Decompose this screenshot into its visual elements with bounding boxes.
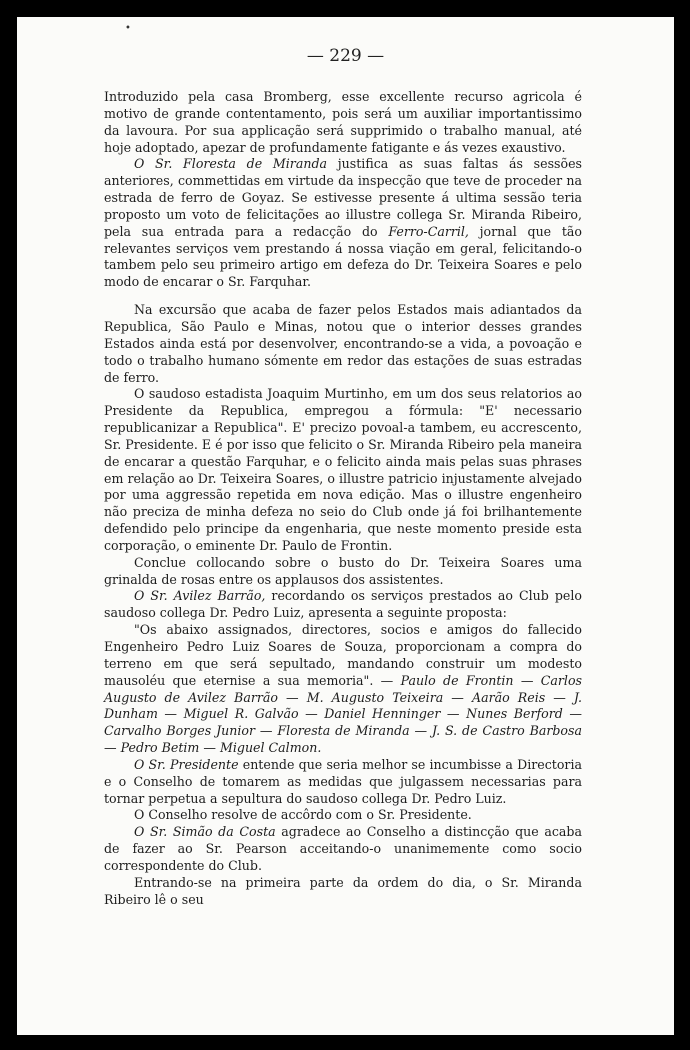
paragraph-murtinho [104,386,582,554]
paragraph-presidente [104,757,582,808]
paragraph-proposta [104,622,582,757]
paragraph-text: agradece ao Conselho a distincção que acaba de fazer ao Sr. Pearson acceitando-o unanimemente como socio correspondente do Club. [104,824,582,873]
paragraph-text: entende que seria melhor se incumbisse a Directoria e o Conselho de tomarem as medidas que julgassem necessarias para tornar perpetua a sepultura do saudoso collega Dr. Pedro Luiz. [104,756,582,806]
paragraph-text: jornal que tão relevantes serviços vem prestando á nossa viação em geral, felicitando-o tambem pelo seu primeiro artigo em defeza do Dr. Teixeira Soares e pelo modo de encarar o Sr. Farquhar. [104,223,582,290]
paragraph-text: Entrando-se na primeira parte da ordem do dia, o Sr. Miranda Ribeiro lê o seu [104,874,582,907]
paragraph-text: O Conselho resolve de accôrdo com o Sr. Presidente. [134,807,472,823]
paragraph-floresta-de-miranda [104,156,582,291]
paragraph-text: Na excursão que acaba de fazer pelos Estados mais adiantados da Republica, São Paulo e Minas, notou que o interior desses grandes Estados ainda está por desenvolver, encontrando-se a vida, a povoação e todo o trabalho humano sómente em redor das estações de suas estradas de ferro. [104,302,582,385]
paragraph-simao-da-costa [104,824,582,875]
journal-name: Ferro-Carril, [388,223,469,239]
page-number: — 229 — [306,46,385,66]
signatories-list: Paulo de Frontin — Carlos Augusto de Avilez Barrão — M. Augusto Teixeira — Aarão Reis — J. Dunham — Miguel R. Galvão — Daniel Henninger — Nunes Berford — Carvalho Borges Junior — Floresta de Miranda — J. S. de Castro Barbosa — Pedro Betim — Miguel Calmon. [104,672,582,756]
paragraph-ordem-do-dia [104,875,582,909]
page-body [104,89,582,909]
speck-mark: • [125,23,131,34]
speaker-name: O Sr. Floresta de Miranda [134,156,328,172]
paragraph-introduzido [104,89,582,156]
paragraph-text: O saudoso estadista Joaquim Murtinho, em um dos seus relatorios ao Presidente da Republica, empregou a fórmula: "E' necessario republicanizar a Republica". E' precizo povoal-a tambem, eu accrescento, Sr. Presidente. E é por isso que felicito o Sr. Miranda Ribeiro pela maneira de encarar a questão Farquhar, e o felicito ainda mais pelas suas phrases em relação ao Dr. Teixeira Soares, o illustre patricio injustamente alvejado por uma aggressão repetida em nova edição. Mas o illustre engenheiro não preciza de minha defeza no seio do Club onde já foi brilhantemente defendido pelo principe da engenharia, que neste momento preside esta corporação, o eminente Dr. Paulo de Frontin. [104,386,582,553]
paragraph-text: Conclue collocando sobre o busto do Dr. Teixeira Soares uma grinalda de rosas entre os applausos dos assistentes. [104,554,582,587]
paragraph-conclue [104,555,582,589]
paragraph-excursao [104,302,582,386]
speaker-name: O Sr. Avilez Barrão, [134,588,266,604]
speaker-name: O Sr. Presidente [134,756,239,772]
document-page [17,17,674,1035]
speaker-name: O Sr. Simão da Costa [134,824,276,840]
paragraph-conselho-resolve [104,807,582,824]
paragraph-text: Introduzido pela casa Bromberg, esse excellente recurso agricola é motivo de grande contentamento, pois será um auxiliar importantissimo da lavoura. Por sua applicação será supprimido o trabalho manual, até hoje adoptado, apezar de profundamente fatigante e ás vezes exaustivo. [104,89,582,155]
paragraph-text: recordando os serviços prestados ao Club pelo saudoso collega Dr. Pedro Luiz, apresenta a seguinte proposta: [104,588,582,621]
paragraph-text: justifica as suas faltas ás sessões anteriores, commettidas em virtude da inspecção que teve de proceder na estrada de ferro de Goyaz. Se estivesse presente á ultima sessão teria proposto um voto de felicitações ao illustre collega Sr. Miranda Ribeiro, pela sua entrada para a redacção do [104,156,583,239]
proposal-text: "Os abaixo assignados, directores, socios e amigos do fallecido Engenheiro Pedro Luiz Soares de Souza, proporcionam a compra do terreno em que será sepultado, mandando construir um modesto mausoléu que eternise a sua memoria". — [104,622,582,688]
paragraph-avilez-barrao [104,588,582,622]
